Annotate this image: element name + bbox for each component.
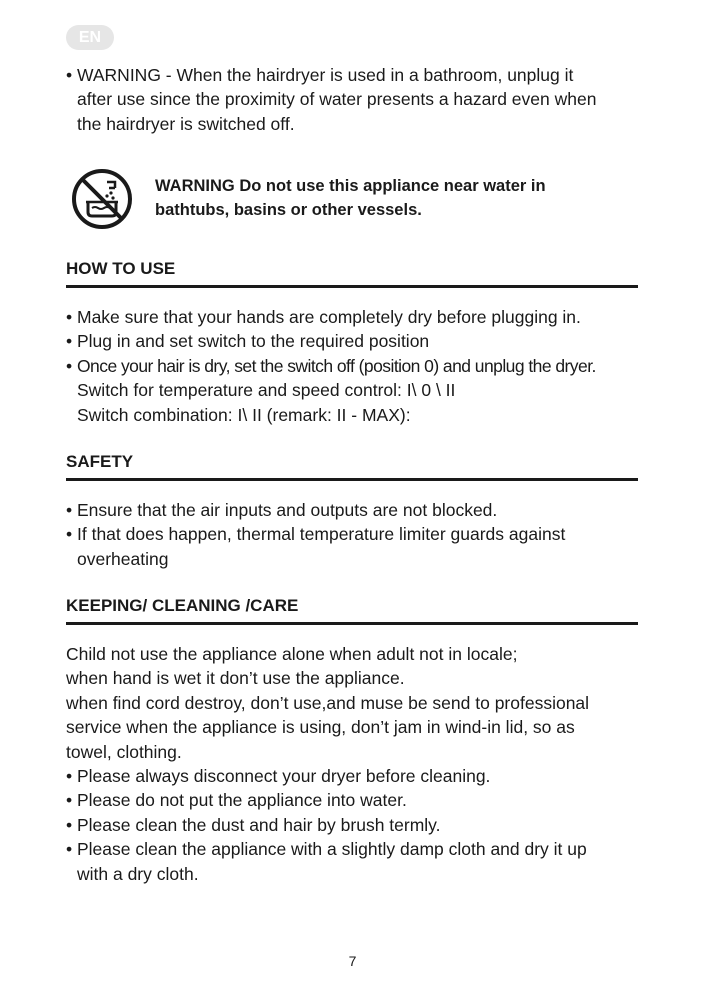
safety-heading: SAFETY	[66, 452, 134, 471]
switch-note: Switch for temperature and speed control: I\ 0 \ II	[77, 380, 456, 401]
list-item: • Please clean the dust and hair by brush termly.	[66, 813, 656, 837]
water-warning-line: WARNING Do not use this appliance near water in	[155, 177, 546, 195]
list-item: • Ensure that the air inputs and outputs are not blocked.	[66, 498, 656, 522]
list-item: • Make sure that your hands are completely dry before plugging in.	[66, 305, 656, 329]
list-item: • Please do not put the appliance into water.	[66, 788, 656, 812]
care-line: towel, clothing.	[66, 741, 182, 762]
list-item: • Please always disconnect your dryer before cleaning.	[66, 764, 656, 788]
language-badge: EN	[66, 25, 114, 50]
list-item-continuation: overheating	[77, 548, 169, 569]
section-divider	[66, 622, 638, 625]
care-line: when hand is wet it don’t use the appliance.	[66, 668, 405, 689]
list-item-continuation: with a dry cloth.	[77, 863, 199, 884]
keeping-cleaning-text	[66, 642, 656, 886]
intro-warning-line: after use since the proximity of water presents a hazard even when	[77, 89, 597, 110]
safety-list	[66, 498, 656, 571]
no-water-icon	[71, 168, 133, 230]
intro-warning-line: • WARNING - When the hairdryer is used in a bathroom, unplug it	[66, 63, 656, 87]
care-line: Child not use the appliance alone when adult not in locale;	[66, 644, 518, 664]
section-divider	[66, 478, 638, 481]
list-item: • Once your hair is dry, set the switch off (position 0) and unplug the dryer.	[66, 354, 656, 378]
intro-warning-line: the hairdryer is switched off.	[77, 113, 295, 134]
list-item: • If that does happen, thermal temperature limiter guards against	[66, 522, 656, 546]
section-divider	[66, 285, 638, 288]
care-line: service when the appliance is using, don’t jam in wind-in lid, so as	[66, 717, 575, 738]
list-item: • Plug in and set switch to the required position	[66, 329, 656, 353]
how-to-use-list	[66, 305, 656, 427]
how-to-use-heading: HOW TO USE	[66, 259, 176, 278]
list-item: • Please clean the appliance with a slightly damp cloth and dry it up	[66, 837, 656, 861]
intro-warning	[66, 63, 656, 136]
page-number: 7	[348, 953, 357, 969]
water-warning	[155, 174, 625, 222]
switch-note: Switch combination: I\ II (remark: II - MAX):	[77, 404, 411, 425]
care-line: when find cord destroy, don’t use,and muse be send to professional	[66, 692, 590, 713]
water-warning-line: bathtubs, basins or other vessels.	[155, 201, 422, 219]
keeping-cleaning-heading: KEEPING/ CLEANING /CARE	[66, 596, 299, 615]
